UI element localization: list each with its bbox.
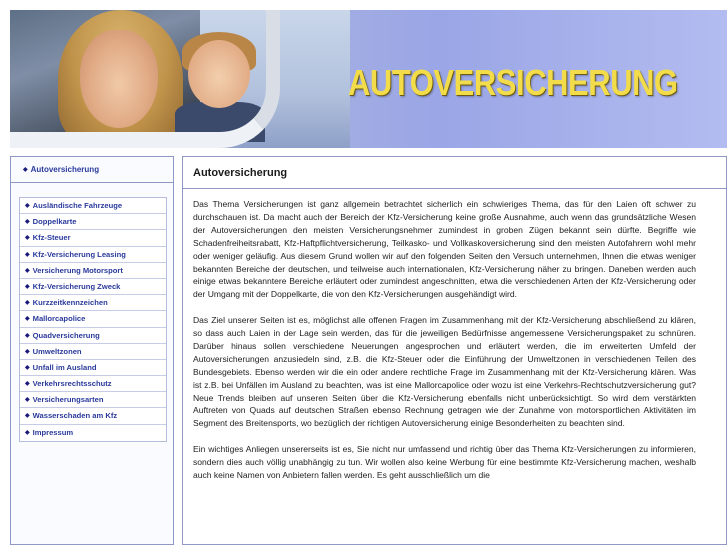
bullet-icon: ◆	[25, 429, 30, 436]
sidebar-item-label: Ausländische Fahrzeuge	[32, 201, 123, 210]
bullet-icon: ◆	[25, 251, 30, 258]
sidebar-item-label: Kfz-Steuer	[32, 233, 71, 243]
bullet-icon: ◆	[25, 348, 30, 355]
sidebar-item-umweltzonen[interactable]	[20, 344, 166, 360]
article-body	[193, 198, 696, 495]
sidebar-item-label: Wasserschaden am Kfz	[32, 411, 118, 421]
sidebar-item-label: Unfall im Ausland	[32, 362, 97, 372]
banner-photo-car-window	[10, 10, 280, 148]
header-banner	[10, 10, 727, 148]
bullet-icon: ◆	[25, 300, 30, 307]
bullet-icon: ◆	[23, 167, 28, 173]
sidebar-item-auslaendische-fahrzeuge[interactable]	[20, 198, 166, 214]
sidebar-item-kfz-versicherung-leasing[interactable]	[20, 247, 166, 263]
main-content	[182, 156, 727, 545]
sidebar-item-kfz-versicherung-zweck[interactable]	[20, 279, 166, 295]
sidebar-item-label: Quadversicherung	[32, 330, 100, 340]
banner-title: AUTOVERSICHERUNG	[348, 62, 678, 103]
sidebar-item-label: Versicherung Motorsport	[32, 265, 123, 275]
bullet-icon: ◆	[25, 364, 30, 371]
sidebar-item-kurzzeitkennzeichen[interactable]	[20, 295, 166, 311]
bullet-icon: ◆	[25, 219, 30, 226]
bullet-icon: ◆	[25, 332, 30, 339]
bullet-icon: ◆	[25, 397, 30, 404]
sidebar-item-label: Doppelkarte	[32, 217, 77, 227]
bullet-icon: ◆	[25, 203, 30, 209]
sidebar-item-verkehrsrechtsschutz[interactable]	[20, 376, 166, 392]
sidebar-item-unfall-im-ausland[interactable]	[20, 360, 166, 376]
sidebar-item-autoversicherung[interactable]	[11, 157, 173, 183]
article-paragraph: Ein wichtiges Anliegen unsererseits ist es, Sie nicht nur umfassend und richtig über das Thema Kfz-Versicherungen zu informieren, sondern dies auch völlig unabhängig zu tun. Wir wollen also keine Werbung für eine bestimmte Kfz-Versicherung machen, weshalb auch keine Namen von Anbietern fallen werden. Es geht ausschließlich um die	[193, 444, 696, 480]
sidebar-item-label: Umweltzonen	[32, 346, 82, 356]
bullet-icon: ◆	[25, 316, 30, 323]
page-title: Autoversicherung	[193, 167, 288, 179]
sidebar-item-quadversicherung[interactable]	[20, 328, 166, 344]
bullet-icon: ◆	[25, 283, 30, 290]
bullet-icon: ◆	[25, 235, 30, 242]
sidebar-item-impressum[interactable]	[20, 425, 166, 441]
sidebar-item-kfz-steuer[interactable]	[20, 230, 166, 246]
bullet-icon: ◆	[25, 381, 30, 388]
sidebar-item-doppelkarte[interactable]	[20, 214, 166, 230]
sidebar-item-versicherungsarten[interactable]	[20, 392, 166, 408]
sidebar-item-label: Kfz-Versicherung Leasing	[32, 249, 126, 259]
sidebar-item-label: Kfz-Versicherung Zweck	[32, 281, 121, 291]
sidebar-top	[11, 157, 173, 183]
sidebar-item-wasserschaden-am-kfz[interactable]	[20, 408, 166, 424]
article-paragraph: Das Thema Versicherungen ist ganz allgemein betrachtet sicherlich ein schwieriges Thema, das für den Laien oft schwer zu durchschauen ist. Da macht auch der Bereich der Kfz-Versicherung keine große Ausnahme, auch wenn das grundsätzliche Wesen der Autoversicherungen den meisten Versicherungsnehmer zumindest in groben Zügen bekannt sein dürfte. Begriffe wie Schadenfreiheitsrabatt, Kfz-Haftpflichtversicherung, Teilkasko- und Vollkaskoversicherung sind den meisten Autofahrern wohl mehr oder weniger geläufig. Aus diesem Grund wollen wir auf den folgenden Seiten den Versuch unternehmen, Ihnen die etwas weniger bekannten Bereiche der deutschen, und teilweise auch internationalen, Kfz-Versicherung näher zu bringen. Daneben werden auch einige etwas bekanntere Bereiche erläutert oder zumindest angeschnitten, etwa die verschiedenen Arten der Kfz-Versicherung oder der Umgang mit der Doppelkarte, die von den Kfz-Versicherungen ausgehändigt wird.	[193, 199, 696, 300]
sidebar-item-mallorcapolice[interactable]	[20, 311, 166, 327]
bullet-icon: ◆	[25, 267, 30, 274]
sidebar-item-label: Versicherungsarten	[32, 395, 104, 405]
sidebar-item-label: Autoversicherung	[30, 165, 100, 174]
sidebar-item-label: Impressum	[32, 427, 74, 437]
sidebar-item-versicherung-motorsport[interactable]	[20, 263, 166, 279]
sidebar-item-label: Kurzzeitkennzeichen	[32, 298, 108, 308]
sidebar-item-label: Mallorcapolice	[32, 314, 86, 324]
sidebar-nav-list	[19, 197, 167, 442]
bullet-icon: ◆	[25, 413, 30, 420]
title-divider	[183, 188, 726, 189]
sidebar-item-label: Verkehrsrechtsschutz	[32, 379, 112, 389]
sidebar	[10, 156, 174, 545]
article-paragraph: Das Ziel unserer Seiten ist es, möglichst alle offenen Fragen im Zusammenhang mit der Kfz-Versicherung abschließend zu klären, so dass auch Laien in der Lage sein werden, das für die jeweiligen Bedürfnisse angemessene Versicherungspaket zu schnüren. Darüber hinaus sollen verschiedene Neuerungen angesprochen und erläutert werden, die im erweiterten Umfeld der Autoversicherungen anzusiedeln sind, z.B. die Kfz-Steuer oder die Einführung der Umweltzonen in verschiedenen Teilen des Bundesgebiets. Ebenso werden wir die ein oder andere rechtliche Frage im Zusammenhang mit der Kfz-Versicherung klären. Was ist z.B. bei Unfällen im Ausland zu beachten, was ist eine Mallorcapolice oder wozu ist eine Verkehrs-Rechtschutzversicherung gut? Neue Trends bleiben auf unseren Seiten über die Kfz-Versicherung ebenfalls nicht unberücksichtigt. So wird dem verstärkten Auftreten von Quads auf deutschen Straßen ebenso Rechnung getragen wie der Zunahme von motorsportlichen Aktivitäten im Segment des Breitensports, wo bezüglich der richtigen Autoversicherung einige Besonderheiten zu beachten sind.	[193, 315, 696, 429]
